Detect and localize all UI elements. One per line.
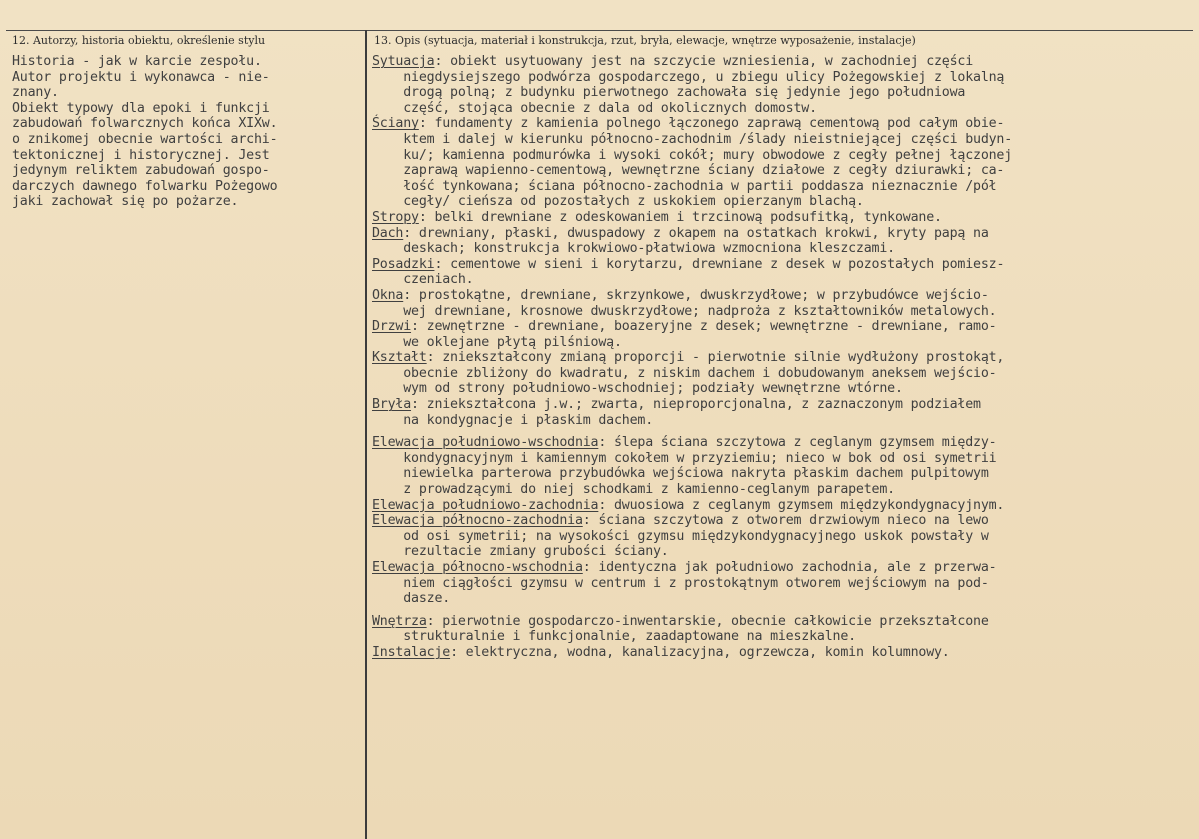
description-line: [372, 614, 1198, 630]
description-section: [372, 498, 1198, 514]
section-text: niewielka parterowa przybudówka wejściowa nakryta płaskim dachem pulpitowym: [372, 466, 989, 482]
section-12-header: 12. Autorzy, historia obiektu, określenie stylu: [12, 34, 266, 47]
section-text: : prostokątne, drewniane, skrzynkowe, dwuskrzydłowe; w przybudówce wejścio-: [403, 287, 989, 303]
section-gap: [372, 607, 1198, 614]
description-line: [372, 226, 1198, 242]
description-line: [372, 466, 1198, 482]
section-label: Elewacja północno-zachodnia: [372, 513, 583, 529]
description-line: [372, 529, 1198, 545]
description-line: [372, 116, 1198, 132]
description-line: [372, 132, 1198, 148]
history-text: [12, 54, 357, 210]
section-text: : cementowe w sieni i korytarzu, drewniane z desek w pozostałych pomiesz-: [434, 256, 1005, 272]
description-line: [372, 148, 1198, 164]
section-text: : belki drewniane z odeskowaniem i trzcinową podsufitką, tynkowane.: [418, 209, 942, 225]
history-line: znany.: [12, 85, 59, 101]
history-line: o znikomej obecnie wartości archi-: [12, 131, 278, 147]
section-label: Kształt: [372, 350, 427, 366]
description-line: [372, 257, 1198, 273]
section-label: Posadzki: [372, 256, 435, 272]
section-text: : obiekt usytuowany jest na szczycie wzniesienia, w zachodniej części: [434, 54, 974, 69]
description-line: [372, 163, 1198, 179]
section-text: ku/; kamienna podmurówka i wysoki cokół; mury obwodowe z cegły pełnej łączonej: [372, 147, 1013, 163]
section-label: Elewacja południowo-wschodnia: [372, 435, 599, 451]
description-section: [372, 513, 1198, 560]
history-line: zabudowań folwarcznych końca XIXw.: [12, 116, 278, 132]
section-label: Stropy: [372, 209, 419, 225]
history-line: jaki zachował się po pożarze.: [12, 194, 239, 210]
description-line: [372, 70, 1198, 86]
description-line: [372, 101, 1198, 117]
description-line: [372, 210, 1198, 226]
description-line: [372, 451, 1198, 467]
section-text: : elektryczna, wodna, kanalizacyjna, ogrzewcza, komin kolumnowy.: [450, 644, 950, 660]
description-line: [372, 194, 1198, 210]
description-line: [372, 272, 1198, 288]
section-text: niegdysiejszego podwórza gospodarczego, u zbiegu ulicy Pożegowskiej z lokalną: [372, 69, 1005, 85]
history-line: Autor projektu i wykonawca - nie-: [12, 69, 270, 85]
description-line: [372, 544, 1198, 560]
description-section: [372, 645, 1198, 661]
description-section: [372, 614, 1198, 645]
section-text: zaprawą wapienno-cementową, wewnętrzne ściany działowe z cegły dziurawki; ca-: [372, 163, 1005, 179]
description-line: [372, 560, 1198, 576]
section-label: Instalacje: [372, 644, 451, 660]
section-label: Wnętrza: [372, 613, 427, 629]
description-line: [372, 413, 1198, 429]
section-text: : pierwotnie gospodarczo-inwentarskie, obecnie całkowicie przekształcone: [426, 613, 989, 629]
description-line: [372, 241, 1198, 257]
section-text: od osi symetrii; na wysokości gzymsu międzykondygnacyjnego uskok powstały w: [372, 528, 989, 544]
section-text: część, stojąca obecnie z dala od okolicznych domostw.: [372, 100, 817, 116]
description-line: [372, 629, 1198, 645]
section-text: kondygnacyjnym i kamiennym cokołem w przyziemiu; nieco w bok od osi symetrii: [372, 450, 997, 466]
section-text: cegły/ cieńsza od pozostałych z uskokiem opierzanym blachą.: [372, 194, 864, 210]
section-text: z prowadzącymi do niej schodkami z kamienno-ceglanym parapetem.: [372, 482, 895, 498]
section-label: Dach: [372, 225, 404, 241]
description-section: [372, 397, 1198, 428]
description-line: [372, 381, 1198, 397]
description-line: [372, 576, 1198, 592]
section-label: Drzwi: [372, 319, 412, 335]
section-label: Ściany: [372, 116, 419, 132]
section-text: : zniekształcony zmianą proporcji - pierwotnie silnie wydłużony prostokąt,: [426, 350, 1005, 366]
description-section: [372, 54, 1198, 116]
description-line: [372, 435, 1198, 451]
description-line: [372, 513, 1198, 529]
description-section: [372, 226, 1198, 257]
section-text: na kondygnacje i płaskim dachem.: [372, 412, 653, 428]
history-line: darczych dawnego folwarku Pożegowo: [12, 178, 278, 194]
section-label: Elewacja południowo-zachodnia: [372, 497, 599, 513]
section-label: Okna: [372, 287, 404, 303]
section-text: : zewnętrzne - drewniane, boazeryjne z desek; wewnętrzne - drewniane, ramo-: [411, 319, 997, 335]
section-text: : identyczna jak południowo zachodnia, ale z przerwa-: [582, 560, 997, 575]
section-label: Bryła: [372, 397, 412, 413]
section-13-header: 13. Opis (sytuacja, materiał i konstrukcja, rzut, bryła, elewacje, wnętrze wyposażenie, instalacje): [374, 34, 916, 47]
description-line: [372, 335, 1198, 351]
section-text: we oklejane płytą pilśniową.: [372, 334, 622, 350]
section-text: czeniach.: [372, 272, 474, 288]
history-line: jedynym reliktem zabudowań gospo-: [12, 163, 270, 179]
description-section: [372, 350, 1198, 397]
section-text: rezultacie zmiany grubości ściany.: [372, 544, 669, 560]
section-text: obecnie zbliżony do kwadratu, z niskim dachem i dobudowanym aneksem wejścio-: [372, 365, 997, 381]
section-text: : ściana szczytowa z otworem drzwiowym nieco na lewo: [582, 513, 989, 529]
description-section: [372, 435, 1198, 497]
column-divider: [365, 30, 367, 839]
description-line: [372, 85, 1198, 101]
section-text: drogą polną; z budynku pierwotnego zachowała się jedynie jego południowa: [372, 85, 966, 101]
section-label: Sytuacja: [372, 54, 435, 69]
description-line: [372, 350, 1198, 366]
section-text: : zniekształcona j.w.; zwarta, nieproporcjonalna, z zaznaczonym podziałem: [411, 397, 981, 413]
description-line: [372, 397, 1198, 413]
description-line: [372, 591, 1198, 607]
section-label: Elewacja północno-wschodnia: [372, 560, 583, 575]
description-line: [372, 304, 1198, 320]
section-text: : dwuosiowa z ceglanym gzymsem międzykondygnacyjnym.: [598, 497, 1005, 513]
description-section: [372, 116, 1198, 210]
section-text: : fundamenty z kamienia polnego łączonego zaprawą cementową pod całym obie-: [418, 116, 1005, 132]
description-line: [372, 288, 1198, 304]
section-text: wej drewniane, krosnowe dwuskrzydłowe; nadproża z kształtowników metalowych.: [372, 303, 997, 319]
section-text: : drewniany, płaski, dwuspadowy z okapem na ostatkach krokwi, kryty papą na: [403, 225, 989, 241]
description-line: [372, 319, 1198, 335]
description-section: [372, 288, 1198, 319]
history-line: tektonicznej i historycznej. Jest: [12, 147, 270, 163]
history-line: Obiekt typowy dla epoki i funkcji: [12, 100, 270, 116]
description-line: [372, 366, 1198, 382]
top-rule: [6, 30, 1193, 31]
section-text: niem ciągłości gzymsu w centrum i z prostokątnym otworem wejściowym na pod-: [372, 575, 989, 591]
section-text: wym od strony południowo-wschodniej; podziały wewnętrzne wtórne.: [372, 381, 903, 397]
section-text: : ślepa ściana szczytowa z ceglanym gzymsem między-: [598, 435, 997, 451]
section-text: strukturalnie i funkcjonalnie, zaadaptowane na mieszkalne.: [372, 629, 856, 645]
description-section: [372, 257, 1198, 288]
history-line: Historia - jak w karcie zespołu.: [12, 54, 262, 69]
section-text: dasze.: [372, 591, 451, 607]
description-line: [372, 482, 1198, 498]
section-text: ktem i dalej w kierunku północno-zachodnim /ślady nieistniejącej części budyn-: [372, 131, 1013, 147]
description-line: [372, 179, 1198, 195]
description-section: [372, 560, 1198, 607]
section-text: deskach; konstrukcja krokwiowo-płatwiowa wzmocniona kleszczami.: [372, 241, 895, 257]
description-section: [372, 210, 1198, 226]
section-text: łość tynkowana; ściana północno-zachodnia w partii poddasza nieznacznie /pół: [372, 178, 997, 194]
description-line: [372, 645, 1198, 661]
description-line: [372, 54, 1198, 70]
description-text: [372, 54, 1198, 661]
description-line: [372, 498, 1198, 514]
description-section: [372, 319, 1198, 350]
